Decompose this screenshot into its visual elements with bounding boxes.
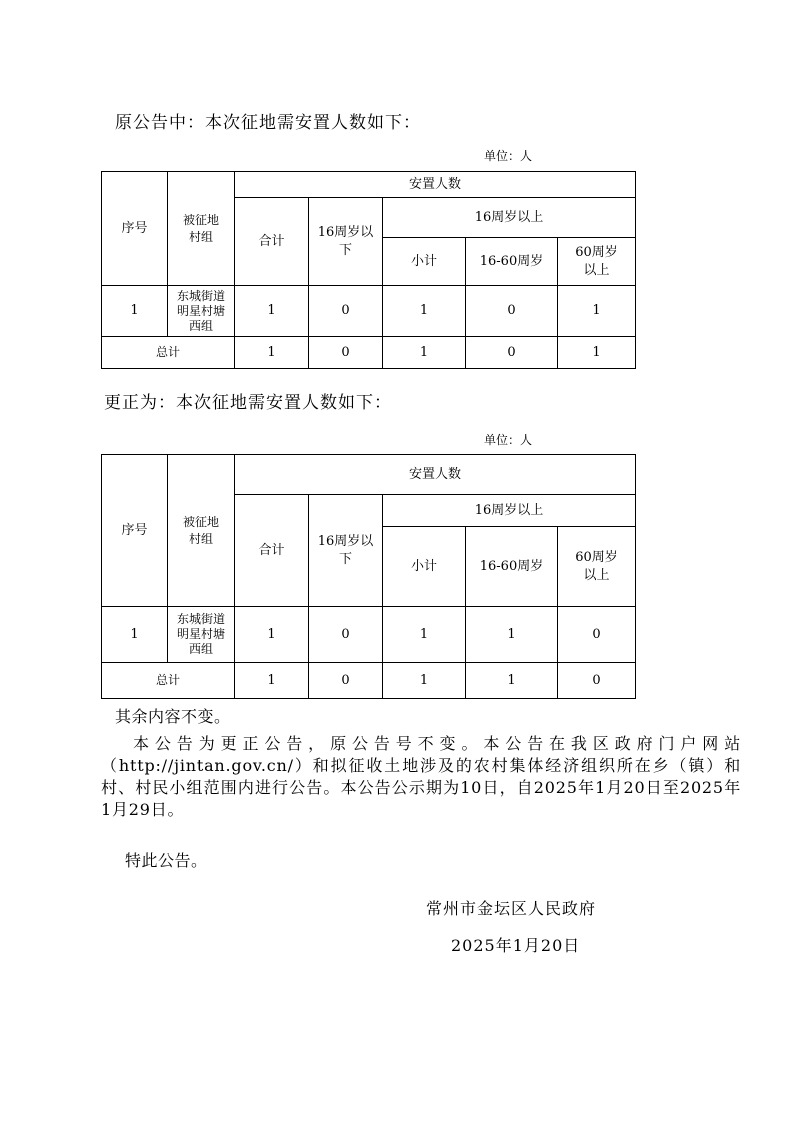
corrected-resettlement-table [101,454,636,699]
cell-under16: 0 [309,607,383,663]
sum-under16: 0 [309,337,383,369]
header-over60: 60周岁以上 [558,527,636,607]
header-resettle-count: 安置人数 [235,172,636,198]
issue-date: 2025年1月20日 [451,936,581,955]
sum-total: 1 [235,663,309,699]
header-total: 合计 [235,198,309,286]
cell-village: 东城街道明星村塘西组 [168,607,235,663]
sum-age16-60: 0 [466,337,558,369]
header-over16: 16周岁以上 [383,495,636,527]
header-subtotal: 小计 [383,238,466,286]
issuing-authority: 常州市金坛区人民政府 [426,899,597,918]
original-resettlement-table [101,171,636,369]
sum-under16: 0 [309,663,383,699]
cell-age16-60: 0 [466,286,558,337]
rest-unchanged-note: 其余内容不变。 [115,707,231,726]
header-over16: 16周岁以上 [383,198,636,238]
original-heading: 原公告中：本次征地需安置人数如下： [115,113,421,133]
header-seq: 序号 [102,455,168,607]
corrected-heading: 更正为：本次征地需安置人数如下： [104,393,392,413]
header-under16: 16周岁以下 [309,495,383,607]
cell-seq: 1 [102,286,168,337]
header-seq: 序号 [102,172,168,286]
sum-subtotal: 1 [383,337,466,369]
sum-age16-60: 1 [466,663,558,699]
cell-village: 东城街道明星村塘西组 [168,286,235,337]
header-age16-60: 16-60周岁 [466,527,558,607]
header-under16: 16周岁以下 [309,198,383,286]
sum-total: 1 [235,337,309,369]
header-age16-60: 16-60周岁 [466,238,558,286]
cell-subtotal: 1 [383,286,466,337]
cell-total: 1 [235,286,309,337]
sum-label: 总计 [102,337,235,369]
closing-text: 特此公告。 [125,851,208,870]
corrected-unit-label: 单位：人 [484,433,533,447]
sum-over60: 1 [558,337,636,369]
header-village: 被征地村组 [168,455,235,607]
cell-seq: 1 [102,607,168,663]
header-resettle-count: 安置人数 [235,455,636,495]
cell-total: 1 [235,607,309,663]
cell-under16: 0 [309,286,383,337]
sum-over60: 0 [558,663,636,699]
cell-subtotal: 1 [383,607,466,663]
header-total: 合计 [235,495,309,607]
header-subtotal: 小计 [383,527,466,607]
cell-age16-60: 1 [466,607,558,663]
cell-over60: 1 [558,286,636,337]
original-unit-label: 单位：人 [484,149,533,163]
header-village: 被征地村组 [168,172,235,286]
notice-paragraph: 本公告为更正公告，原公告号不变。本公告在我区政府门户网站（http://jintan.gov.cn/）和拟征收土地涉及的农村集体经济组织所在乡（镇）和村、村民小组范围内进行公告。本公告公示期为10日，自2025年1月20日至2025年1月29日。 [101,734,741,819]
sum-subtotal: 1 [383,663,466,699]
sum-label: 总计 [102,663,235,699]
cell-over60: 0 [558,607,636,663]
header-over60: 60周岁以上 [558,238,636,286]
